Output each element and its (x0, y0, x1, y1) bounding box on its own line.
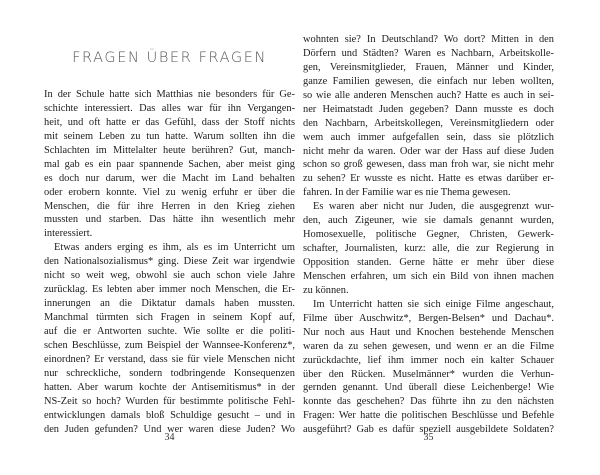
text-line: Schlachten im Mittelalter heute berühren? Gut, manch- (44, 144, 295, 156)
text-line: gernden genannt. Und überall diese Leichenberge! Wie (303, 382, 554, 394)
text-line: schichte interessiert. Das alles war für ihn Vergangen- (44, 102, 295, 114)
text-line: gen, Vereinsmitglieder, Frauen, Männer und Kinder, (303, 61, 554, 73)
text-line: schon so groß gewesen, dass man froh war, sie nicht mehr (303, 159, 554, 171)
page-number-right: 35 (423, 432, 434, 443)
text-line: interessiert. (44, 228, 93, 240)
text-line: Etwas anders erging es ihm, als es im Unterricht um (54, 242, 295, 254)
text-line: nicht mehr da waren. Oder war der Hass auf diese Juden (303, 145, 554, 157)
text-line: ganze Familien gewesen, die einfach nur leben wollten, (303, 75, 554, 87)
text-line: Manchmal türmten sich Fragen in seinem Kopf auf, (44, 312, 295, 323)
text-line: mal gab es ein paar spannende Sachen, aber meist ging (44, 158, 295, 170)
text-line: Menschen erfahren, um sich ein Bild von ihnen machen (303, 270, 554, 282)
text-line: so wie alle anderen Menschen auch? Hatte es auch in sei- (303, 89, 554, 101)
text-line: innerungen an die Diktatur damals haben mussten. (44, 298, 295, 310)
text-line: Opposition standen. Gerne hätte er mehr über diese (303, 257, 554, 268)
text-line: Im Unterricht hatten sie sich einige Filme angeschaut, (313, 298, 554, 310)
text-line: heit, und oft hatte er das Gefühl, dass der Stoff nichts (44, 116, 295, 128)
text-line: ner Heimatstadt Juden gegeben? Dann musste es doch (303, 103, 554, 115)
text-line: den Nationalsozialismus* ging. Diese Zeit war irgendwie (44, 256, 295, 268)
text-line: waren da zu sehen gewesen, und wenn er an die Filme (303, 340, 554, 352)
text-line: nicht so weit weg, obwohl sie auch schon viele Jahre (44, 270, 295, 282)
text-line: den Nachbarn, Arbeitskollegen, Vereinsmitgliedern oder (303, 117, 554, 129)
text-line: ausgeführt? Gab es dafür speziell ausgebildete Soldaten? (303, 424, 554, 436)
text-line: zu können. (303, 284, 349, 296)
text-line: NS-Zeit so hoch? Wurden für bestimmte politische Fehl- (44, 395, 295, 407)
text-line: Menschen, die für ihre Herren in den Krieg ziehen (44, 200, 295, 212)
page-number-left: 34 (164, 432, 175, 443)
text-line: zu sehen? Er wusste es nicht. Hatte es etwas darüber er- (303, 173, 554, 185)
text-line: oder erobern konnte. Viel zu wenig erfuhr er über die (44, 186, 295, 198)
text-line: Fragen: Wer hatte die politischen Beschlüsse und Befehle (303, 410, 554, 422)
text-line: Homosexuelle, politische Gegner, Christen, Gewerk- (303, 229, 554, 241)
text-line: wohnten sie? In Deutschland? Wo dort? Mitten in den (303, 34, 554, 45)
text-line: wem auch immer aufgefallen sein, dass sie plötzlich (303, 131, 554, 143)
text-line: mussten und starben. Das hätte ihn wesentlich mehr (44, 214, 295, 226)
text-line: Dörfern und Städten? Waren es Nachbarn, Arbeitskolle- (303, 47, 554, 59)
text-line: fahren. In der Familie war es nie Thema gewesen. (303, 187, 511, 199)
text-line: es doch nur darum, wer die Macht im Land behalten (44, 172, 295, 184)
text-line: hatten. Aber warum kochte der Antisemitismus* in der (44, 381, 295, 393)
text-line: über den Rücken. Muselmänner* wurden die Verhun- (303, 368, 554, 380)
left-page-text (44, 88, 295, 436)
chapter-title: FRAGEN ÜBER FRAGEN (72, 50, 267, 66)
text-line: einordnen? Er verstand, dass sie für viele Menschen nicht (44, 353, 295, 365)
text-line: mit seinem Leben zu tun hatte. Warum sollten ihn die (44, 130, 295, 142)
text-line: Nur noch aus Haut und Knochen bestehende Menschen (303, 326, 554, 338)
text-line: schen Beschlüsse, zum Beispiel der Wannsee-Konferenz*, (44, 339, 295, 351)
right-page-text (303, 33, 554, 437)
text-line: In der Schule hatte sich Matthias nie besonders für Ge- (44, 89, 295, 100)
text-line: entwicklungen damals bloß Schuldige gesucht – und in (44, 409, 295, 421)
text-line: auf die er Antworten suchte. Wie sollte er die politi- (44, 325, 295, 337)
text-line: zurücklag. Es lebten aber immer noch Menschen, die Er- (44, 284, 295, 296)
text-line: den, auch Zigeuner, wie sie damals genannt wurden, (303, 215, 554, 227)
text-line: Es waren aber nicht nur Juden, die ausgegrenzt wur- (313, 201, 554, 213)
text-line: den Juden gefunden? Und wer waren diese Juden? Wo (44, 423, 295, 435)
text-line: zurückdachte, lief ihm immer noch ein kalter Schauer (303, 354, 554, 366)
text-line: schafter, Journalisten, kurz: alle, die zur Regierung in (303, 243, 554, 255)
text-line: konnte das geschehen? Das führte ihn zu den nächsten (303, 396, 554, 408)
text-line: nur schreckliche, sondern todbringende Konsequenzen (44, 367, 295, 379)
text-line: Filme über Auschwitz*, Bergen-Belsen* und Dachau*. (303, 312, 554, 324)
